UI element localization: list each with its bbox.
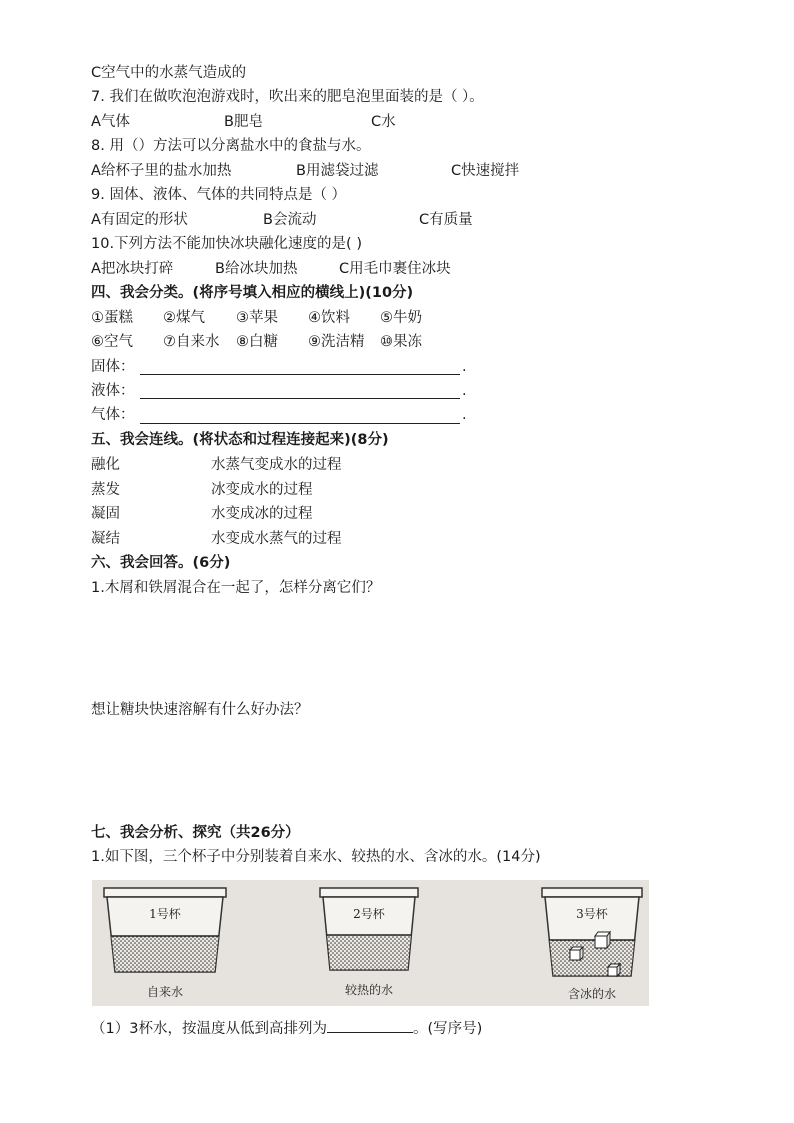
item-8: ⑧白糖 (236, 334, 278, 350)
q9-stem: 9. 固体、液体、气体的共同特点是（ ） (91, 187, 347, 203)
cup-2-label: 2号杯 (353, 907, 385, 921)
q8-option-b: B用滤袋过滤 (296, 163, 379, 179)
solid-label: 固体： (91, 359, 135, 375)
liquid-label: 液体： (91, 383, 135, 399)
sec6-question-2: 想让糖块快速溶解有什么好办法？ (91, 702, 309, 718)
ice-cube-2 (570, 947, 583, 960)
three-cups-figure (92, 880, 649, 1006)
process-1: 水蒸气变成水的过程 (211, 457, 342, 473)
liquid-answer-line[interactable] (140, 398, 460, 399)
q7-stem: 7. 我们在做吹泡泡游戏时，吹出来的肥皂泡里面装的是（ ）。 (91, 89, 484, 105)
q10-option-c: C用毛巾裹住冰块 (339, 261, 451, 277)
item-2: ②煤气 (163, 310, 205, 326)
q7-option-b: B肥皂 (224, 114, 263, 130)
q9-option-c: C有质量 (419, 212, 473, 228)
q7-option-a: A气体 (91, 114, 130, 130)
cup-1 (104, 888, 226, 972)
section-6-title: 六、我会回答。(6分) (91, 555, 231, 571)
gas-period: . (462, 407, 467, 423)
q10-option-a: A把冰块打碎 (91, 261, 174, 277)
cup-3-label: 3号杯 (576, 907, 608, 921)
cup-2-caption: 较热的水 (344, 983, 394, 997)
section-7-title: 七、我会分析、探究（共26分） (91, 825, 300, 841)
state-melting: 融化 (91, 457, 120, 473)
sec7-question-1: 1.如下图，三个杯子中分别装着自来水、较热的水、含冰的水。(14分) (91, 849, 541, 865)
q8-option-c: C快速搅拌 (451, 163, 520, 179)
q9-option-b: B会流动 (263, 212, 317, 228)
sec7-subquestion-1 (91, 1018, 482, 1039)
cup-1-label: 1号杯 (149, 907, 181, 921)
process-2: 冰变成水的过程 (211, 482, 313, 498)
q10-option-b: B给冰块加热 (215, 261, 298, 277)
process-3: 水变成冰的过程 (211, 506, 313, 522)
cup-1-caption: 自来水 (146, 985, 184, 999)
sub1-text-after: 。(写序号) (412, 1021, 483, 1037)
item-4: ④饮料 (308, 310, 350, 326)
q6-option-c: C空气中的水蒸气造成的 (91, 65, 247, 81)
item-3: ③苹果 (236, 310, 278, 326)
q8-stem: 8. 用（）方法可以分离盐水中的食盐与水。 (91, 138, 371, 154)
section-4-title: 四、我会分类。(将序号填入相应的横线上)(10分) (91, 285, 414, 301)
gas-label: 气体： (91, 407, 135, 423)
process-4: 水变成水蒸气的过程 (211, 531, 342, 547)
q7-option-c: C水 (371, 114, 396, 130)
item-10: ⑩果冻 (380, 334, 422, 350)
section-5-title: 五、我会连线。(将状态和过程连接起来)(8分) (91, 432, 389, 448)
cup-3-caption: 含冰的水 (567, 987, 617, 1001)
state-condensation: 凝结 (91, 531, 120, 547)
solid-answer-line[interactable] (140, 374, 460, 375)
solid-period: . (462, 359, 467, 375)
cup-3 (542, 888, 642, 976)
cup-2 (320, 888, 418, 970)
q8-option-a: A给杯子里的盐水加热 (91, 163, 232, 179)
sec6-question-1: 1.木屑和铁屑混合在一起了，怎样分离它们？ (91, 580, 381, 596)
state-freezing: 凝固 (91, 506, 120, 522)
item-9: ⑨洗洁精 (308, 334, 365, 350)
q10-stem: 10.下列方法不能加快冰块融化速度的是( ) (91, 236, 362, 252)
sub1-text-before: （1）3杯水，按温度从低到高排列为 (91, 1021, 327, 1037)
item-5: ⑤牛奶 (380, 310, 422, 326)
sub1-answer-blank[interactable] (327, 1018, 413, 1033)
item-6: ⑥空气 (91, 334, 133, 350)
state-evaporation: 蒸发 (91, 482, 120, 498)
ice-cube-3 (608, 964, 620, 976)
q9-option-a: A有固定的形状 (91, 212, 188, 228)
gas-answer-line[interactable] (140, 423, 460, 424)
item-1: ①蛋糕 (91, 310, 133, 326)
item-7: ⑦自来水 (163, 334, 220, 350)
liquid-period: . (462, 383, 467, 399)
ice-cube-1 (595, 932, 610, 948)
